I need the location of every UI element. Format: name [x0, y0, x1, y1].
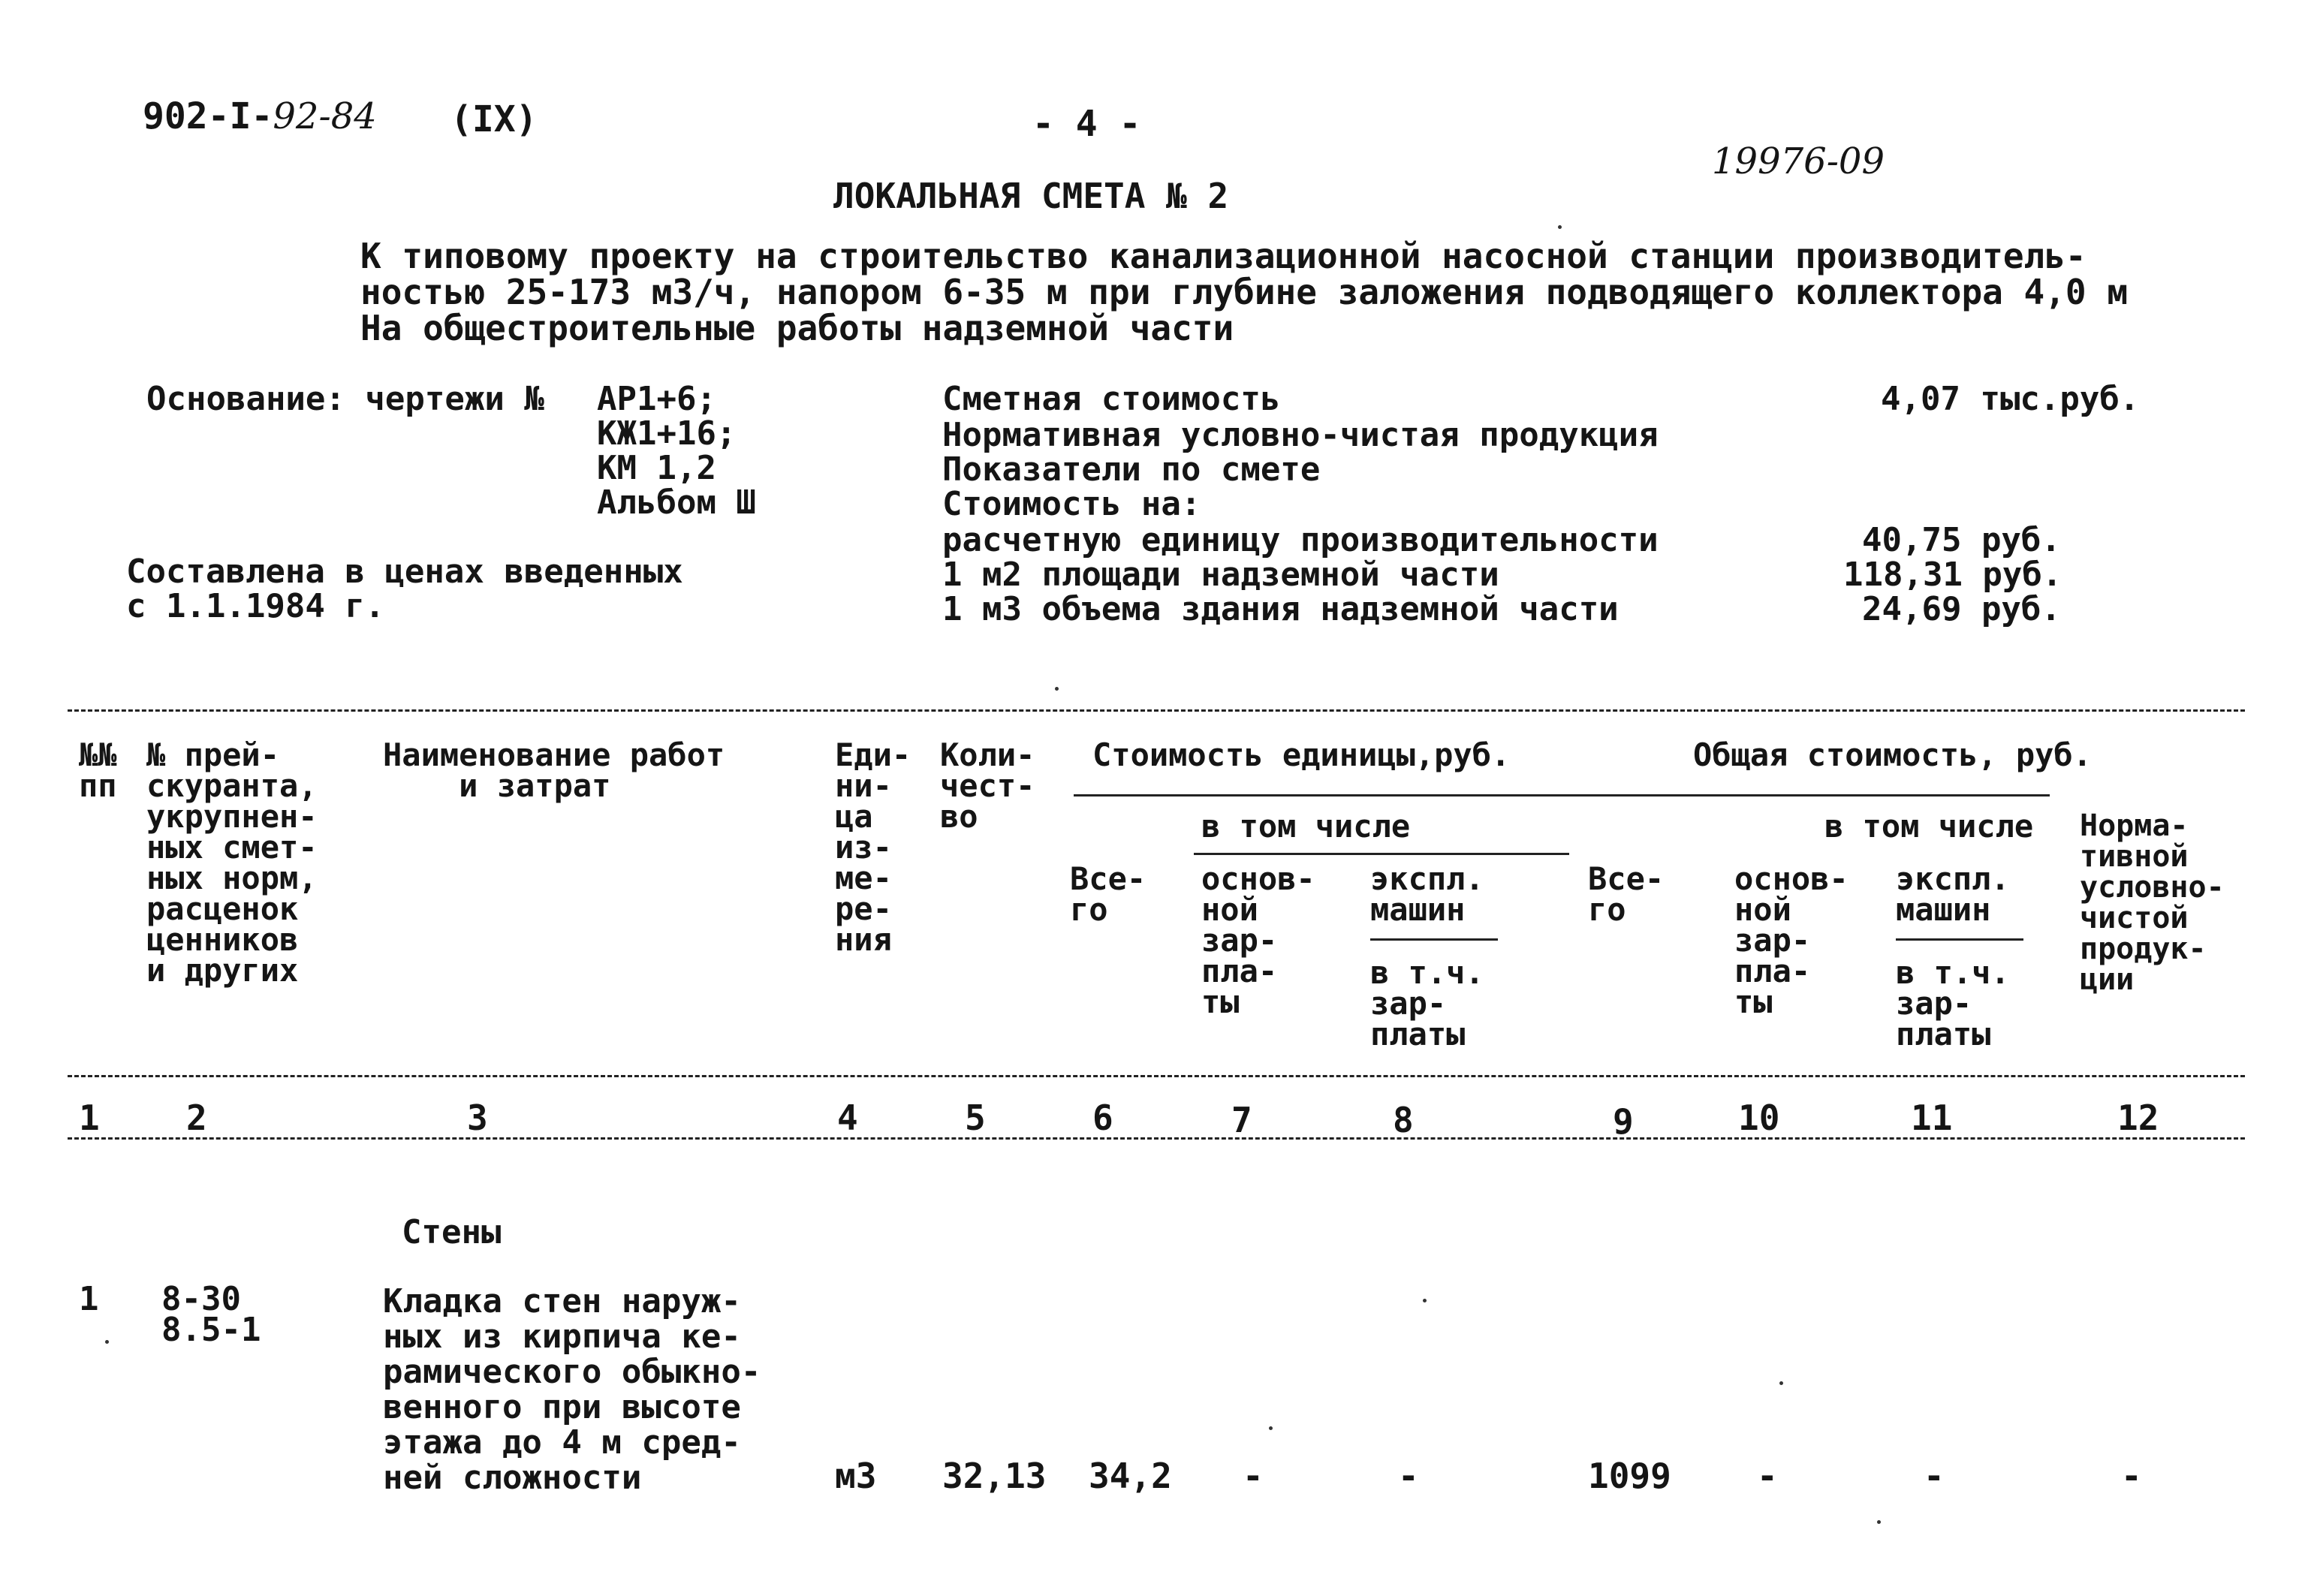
- column-number: 1: [79, 1098, 100, 1138]
- subtitle-line-1: К типовому проекту на строительство канализационной насосной станции производитель-: [360, 236, 2087, 276]
- col-header-unit: Еди- ни- ца из- ме- ре- ния: [835, 736, 911, 958]
- row-total: 1099: [1588, 1456, 1671, 1496]
- col-header-total-machines: экспл. машин: [1896, 860, 2010, 928]
- summary-value: 24,69 руб.: [1862, 590, 2061, 628]
- including-header: в том числе: [1201, 808, 1411, 845]
- row-normative: -: [2121, 1456, 2142, 1496]
- row-unit: м3: [835, 1456, 877, 1496]
- summary-value: 4,07 тыс.руб.: [1881, 380, 2140, 418]
- column-number: 6: [1092, 1098, 1113, 1138]
- col-header-unit-wage: основ- ной зар- пла- ты: [1201, 860, 1315, 1020]
- basis-label: Основание: чертежи №: [146, 380, 544, 418]
- col-header-unit-machines: экспл. машин: [1370, 860, 1484, 928]
- document-code: 902-I-92-84: [143, 95, 377, 137]
- column-number: 4: [837, 1098, 858, 1138]
- row-unit-total: 34,2: [1089, 1456, 1172, 1496]
- scan-speck: [1779, 1381, 1783, 1385]
- section-title: Стены: [402, 1213, 502, 1251]
- scan-speck: [1055, 687, 1059, 691]
- basis-drawing: КЖ1+16;: [597, 414, 737, 453]
- basis-drawing: КМ 1,2: [597, 449, 716, 487]
- column-number: 2: [186, 1098, 207, 1138]
- column-number: 11: [1911, 1098, 1953, 1138]
- subgroup-rule: [1194, 853, 1569, 855]
- total-cost-group-header: Общая стоимость, руб.: [1693, 736, 2093, 773]
- basis-drawing: АР1+6;: [597, 380, 716, 418]
- row-quantity: 32,13: [942, 1456, 1047, 1496]
- row-number: 1: [79, 1280, 99, 1318]
- subtitle-line-2: ностью 25-173 м3/ч, напором 6-35 м при глубине заложения подводящего коллектора 4,0 м: [360, 272, 2129, 312]
- including-header: в том числе: [1824, 808, 2034, 845]
- volume-label: (IX): [450, 98, 538, 140]
- col-header-quantity: Коли- чест- во: [940, 736, 1035, 835]
- col-header-no: №№ пп: [79, 736, 117, 804]
- row-work-name: Кладка стен наруж- ных из кирпича ке- рамического обыкно- венного при высоте этажа до 4 м сред- ней сложности: [383, 1282, 761, 1497]
- summary-label: Нормативная условно-чистая продукция: [942, 416, 1659, 454]
- column-number: 7: [1231, 1100, 1252, 1140]
- document-title: ЛОКАЛЬНАЯ СМЕТА № 2: [833, 176, 1229, 216]
- document-code-handwritten: 92-84: [273, 95, 377, 137]
- summary-value: 118,31 руб.: [1843, 556, 2062, 594]
- basis-drawing: Альбом Ш: [597, 483, 756, 522]
- col-header-name: Наименование работ и затрат: [383, 736, 725, 804]
- subtitle-line-3: На общестроительные работы надземной части: [360, 308, 1234, 348]
- summary-value: 40,75 руб.: [1862, 521, 2061, 559]
- row-total-wage: -: [1757, 1456, 1778, 1496]
- col-header-unit-total: Все- го: [1070, 860, 1146, 928]
- machines-underline: [1370, 938, 1498, 941]
- summary-label: Сметная стоимость: [942, 380, 1281, 418]
- summary-label: Показатели по смете: [942, 450, 1321, 489]
- page-number: - 4 -: [1032, 103, 1141, 145]
- row-price-ref: 8-30 8.5-1: [161, 1280, 261, 1349]
- col-header-unit-machines-wage: в т.ч. зар- платы: [1370, 954, 1484, 1052]
- col-header-normative: Норма- тивной условно- чистой продук- ции: [2080, 809, 2225, 997]
- summary-label: 1 м3 объема здания надземной части: [942, 590, 1619, 628]
- scan-speck: [1269, 1426, 1273, 1430]
- row-unit-wage: -: [1243, 1456, 1264, 1496]
- prices-note-line-2: с 1.1.1984 г.: [126, 587, 385, 625]
- scan-speck: [1558, 225, 1562, 229]
- table-top-rule: [68, 709, 2245, 712]
- scan-speck: [105, 1340, 109, 1344]
- col-header-total-machines-wage: в т.ч. зар- платы: [1896, 954, 2010, 1052]
- scan-speck: [1423, 1299, 1427, 1302]
- machines-underline: [1896, 938, 2023, 941]
- column-number: 3: [467, 1098, 488, 1138]
- header-bottom-rule: [68, 1075, 2245, 1077]
- col-header-total: Все- го: [1588, 860, 1665, 928]
- group-rule: [1074, 794, 2050, 796]
- col-header-total-wage: основ- ной зар- пла- ты: [1734, 860, 1849, 1020]
- column-number: 10: [1738, 1098, 1780, 1138]
- summary-label: Стоимость на:: [942, 485, 1201, 523]
- column-number: 8: [1393, 1100, 1414, 1140]
- column-number: 12: [2117, 1098, 2159, 1138]
- column-number: 9: [1613, 1101, 1634, 1142]
- prices-note-line-1: Составлена в ценах введенных: [126, 553, 683, 591]
- summary-label: расчетную единицу производительности: [942, 521, 1659, 559]
- summary-label: 1 м2 площади надземной части: [942, 556, 1499, 594]
- row-unit-machines: -: [1398, 1456, 1419, 1496]
- row-total-machines: -: [1924, 1456, 1945, 1496]
- scan-speck: [1877, 1520, 1881, 1524]
- unit-cost-group-header: Стоимость единицы,руб.: [1092, 736, 1511, 773]
- column-number: 5: [965, 1098, 986, 1138]
- col-header-price-ref: № прей- скуранта, укрупнен- ных смет- ных норм, расценок ценников и других: [146, 736, 318, 989]
- handwritten-reference: 19976-09: [1712, 140, 1885, 182]
